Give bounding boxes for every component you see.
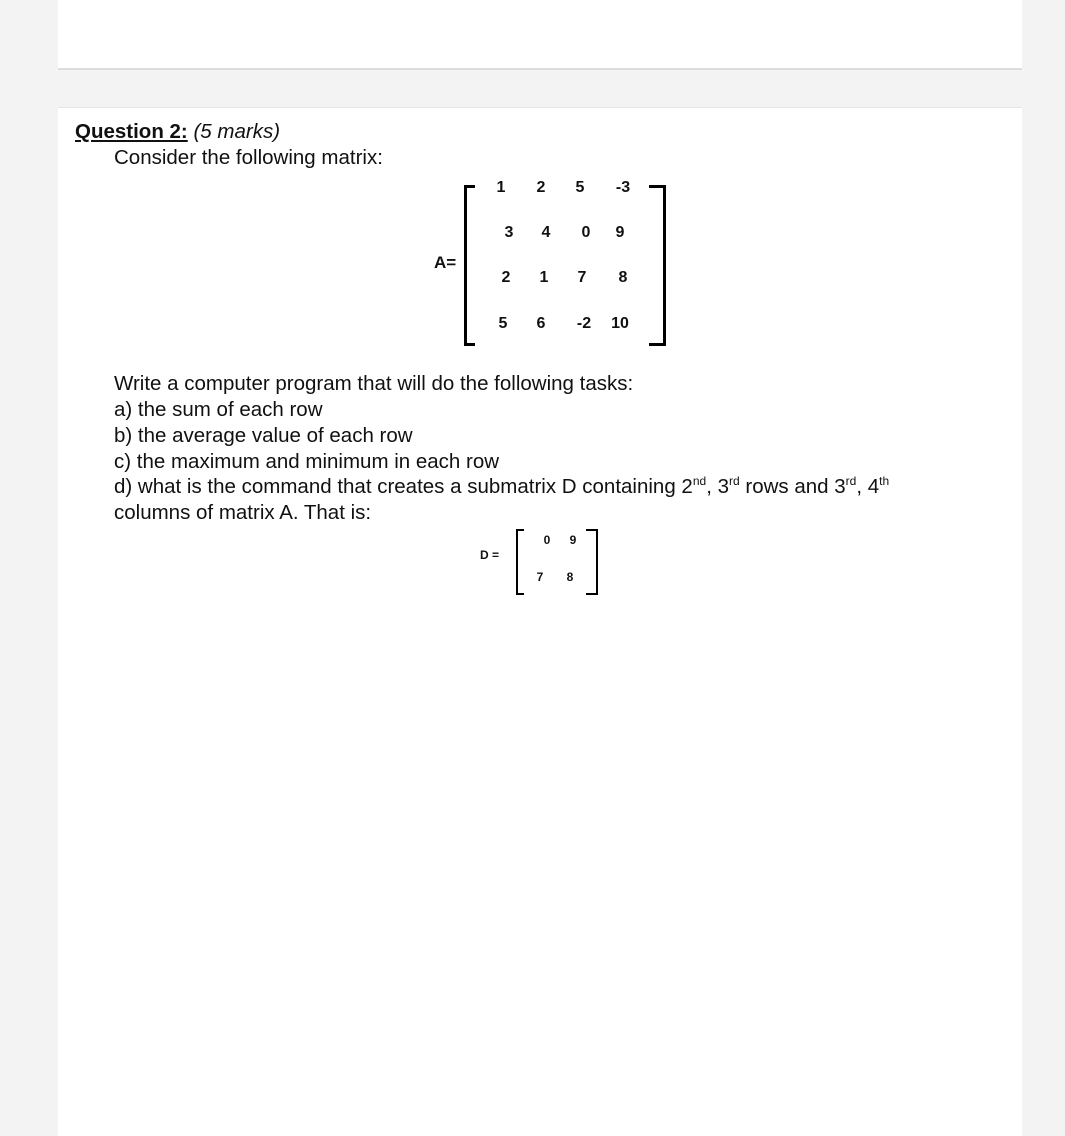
matrix-d-cell: 9 [569,533,577,547]
question-content [58,108,1022,1136]
matrix-d-right-bracket [586,529,598,595]
matrix-d-cell: 0 [543,533,551,547]
question-heading [75,120,280,144]
matrix-a-cell: 9 [615,224,625,241]
matrix-a-cell: 2 [501,269,511,286]
task-c: c) the maximum and minimum in each row [114,450,500,473]
task-d-superscript: rd [845,474,857,489]
task-d-text: , 4 [856,475,880,498]
tasks-intro: Write a computer program that will do the following tasks: [114,372,634,395]
task-d-superscript: rd [729,474,740,489]
previous-page-area [58,0,1022,70]
matrix-a-cell: 2 [536,179,546,196]
task-d-text: d) what is the command that creates a submatrix D containing 2 [114,475,693,498]
matrix-a-left-bracket [464,185,475,346]
matrix-a-cell: -3 [615,179,631,196]
matrix-a-cell: 5 [575,179,585,196]
task-b: b) the average value of each row [114,424,413,447]
task-d-text: , 3 [706,475,729,498]
question-marks: (5 marks) [193,120,281,143]
task-d-continued: columns of matrix A. That is: [114,501,372,524]
matrix-a-cell: 0 [581,224,591,241]
task-d [114,475,889,499]
matrix-a-cell: 3 [504,224,514,241]
matrix-a-cell: 7 [577,269,587,286]
matrix-a-cell: 1 [539,269,549,286]
question-intro: Consider the following matrix: [114,146,383,169]
matrix-d-cell: 8 [566,570,574,584]
matrix-d-left-bracket [516,529,524,595]
matrix-a-cell: 8 [618,269,628,286]
task-d-text: rows and 3 [739,475,846,498]
matrix-a-cell: 1 [496,179,506,196]
matrix-d-label: D = [480,548,500,562]
task-d-superscript: nd [692,474,707,489]
task-d-superscript: th [879,474,890,489]
matrix-a-cell: 4 [541,224,551,241]
matrix-a-cell: -2 [576,315,592,332]
matrix-a-label: A= [434,253,457,272]
task-a: a) the sum of each row [114,398,323,421]
matrix-a-right-bracket [649,185,666,346]
document-page [58,107,1022,1136]
question-label: Question 2: [75,120,188,143]
matrix-d-cell: 7 [536,570,544,584]
matrix-a-cell: 10 [611,315,629,332]
matrix-a-cell: 5 [498,315,508,332]
matrix-a-cell: 6 [536,315,546,332]
